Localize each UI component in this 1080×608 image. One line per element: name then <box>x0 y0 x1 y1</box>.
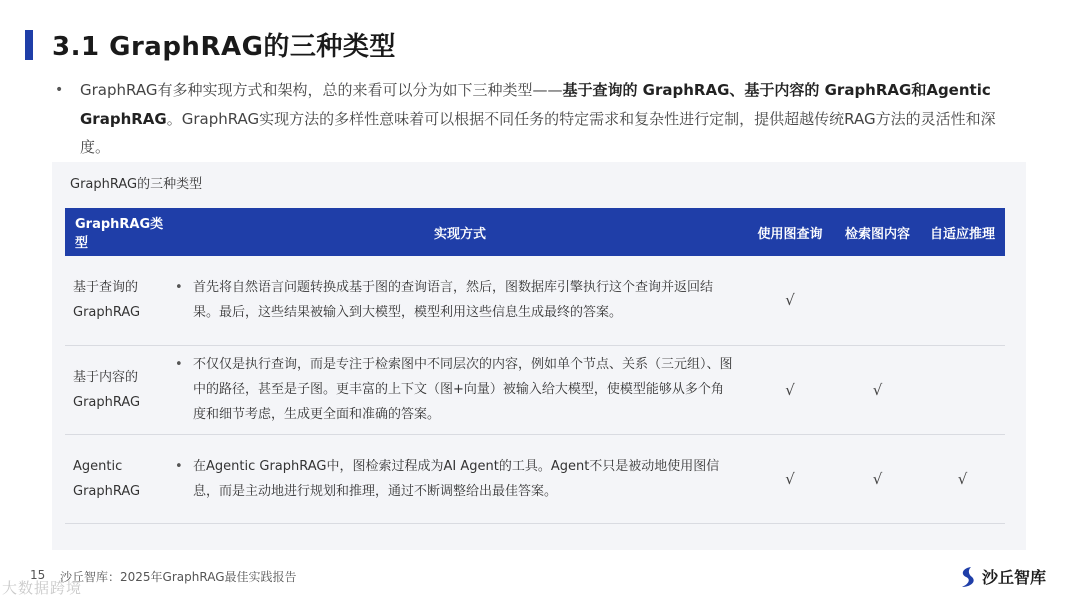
row-method: • 在Agentic GraphRAG中，图检索过程成为AI Agent的工具。Agent不只是被动地使用图信息，而是主动地进行规划和推理，通过不断调整给出最佳答案。 <box>175 454 735 504</box>
intro-paragraph <box>80 76 1005 162</box>
header-use-graph-query: 使用图查询 <box>745 208 835 256</box>
brand-name: 沙丘智库 <box>982 568 1047 587</box>
check-cell <box>835 256 920 345</box>
intro-text-2: 。GraphRAG实现方法的多样性意味着可以根据不同任务的特定需求和复杂性进行定制，提供超越传统RAG方法的灵活性和深度。 <box>80 109 996 156</box>
header-adaptive-reasoning: 自适应推理 <box>920 208 1005 256</box>
bullet-icon: • <box>55 82 64 98</box>
row-type: Agentic GraphRAG <box>65 434 175 523</box>
graphrag-types-table <box>65 208 1005 524</box>
dune-logo-icon <box>958 566 978 588</box>
header-retrieve-content: 检索图内容 <box>835 208 920 256</box>
brand-logo <box>958 565 1046 588</box>
header-method: 实现方式 <box>175 208 745 256</box>
intro-text-1: GraphRAG有多种实现方式和架构，总的来看可以分为如下三种类型—— <box>80 81 563 99</box>
check-cell <box>920 345 1005 434</box>
table-row <box>65 434 1005 523</box>
check-icon: √ <box>745 434 835 523</box>
table-row <box>65 256 1005 345</box>
table-caption: GraphRAG的三种类型 <box>70 177 203 192</box>
footer-source: 沙丘智库：2025年GraphRAG最佳实践报告 <box>60 570 297 584</box>
corner-watermark: 大数据跨境 <box>2 579 83 597</box>
header-type: GraphRAG类型 <box>65 208 175 256</box>
page-title: 3.1 GraphRAG的三种类型 <box>52 32 396 62</box>
table-header-row <box>65 208 1005 256</box>
page-number: 15 <box>30 568 46 582</box>
check-icon: √ <box>745 256 835 345</box>
check-cell <box>920 256 1005 345</box>
title-accent-bar <box>25 30 33 60</box>
row-method: • 首先将自然语言问题转换成基于图的查询语言，然后，图数据库引擎执行这个查询并返回结果。最后，这些结果被输入到大模型，模型利用这些信息生成最终的答案。 <box>175 275 735 325</box>
check-icon: √ <box>920 434 1005 523</box>
row-method: • 不仅仅是执行查询，而是专注于检索图中不同层次的内容，例如单个节点、关系（三元组）、图中的路径，甚至是子图。更丰富的上下文（图+向量）被输入给大模型，使模型能够从多个角度和细节考虑，生成更全面和准确的答案。 <box>175 352 735 427</box>
table-row <box>65 345 1005 434</box>
check-icon: √ <box>745 345 835 434</box>
row-type: 基于查询的 GraphRAG <box>65 256 175 345</box>
intro-text-bold: 基于查询的 GraphRAG、基于内容的 GraphRAG和Agentic GraphRAG <box>80 81 991 128</box>
check-icon: √ <box>835 345 920 434</box>
check-icon: √ <box>835 434 920 523</box>
row-type: 基于内容的 GraphRAG <box>65 345 175 434</box>
